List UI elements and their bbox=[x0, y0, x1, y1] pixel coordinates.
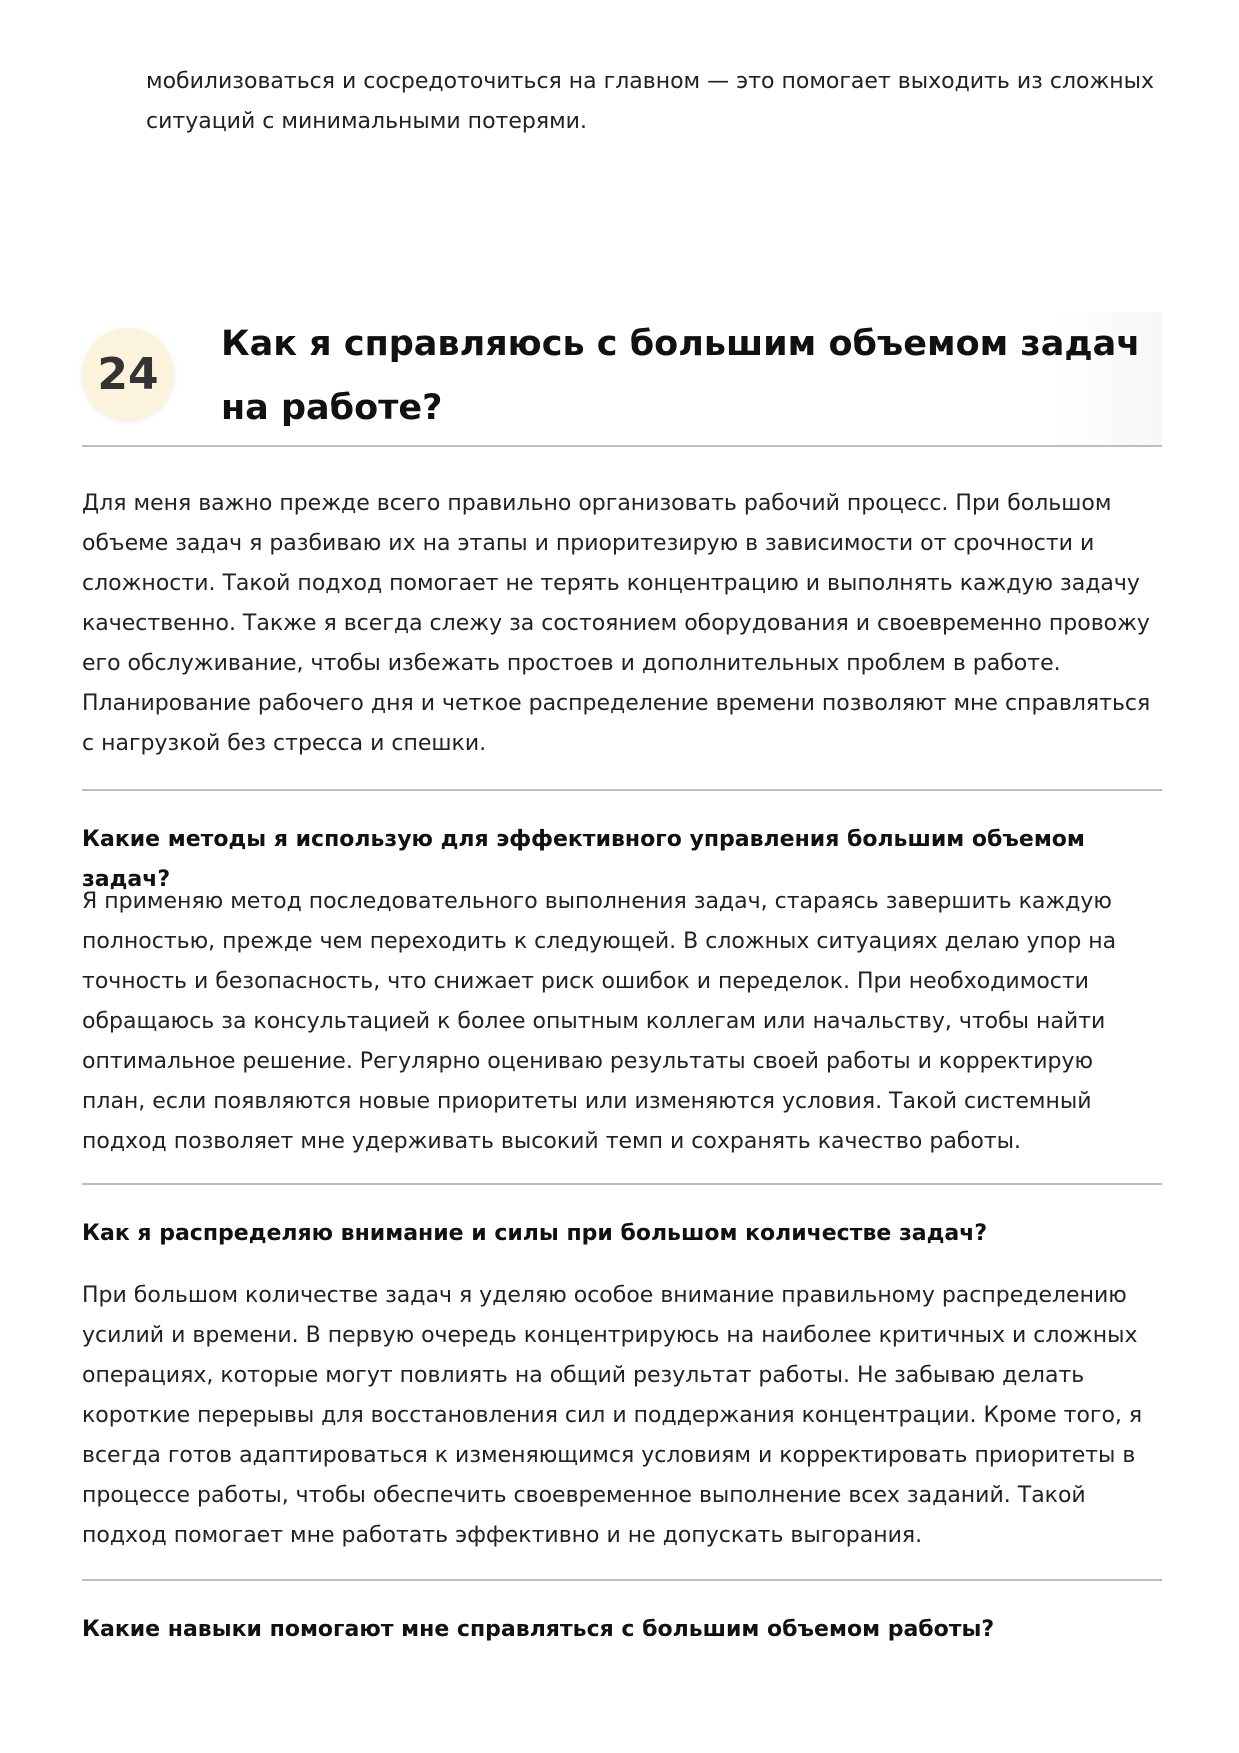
section-divider bbox=[82, 1183, 1162, 1185]
followup-question-2: Как я распределяю внимание и силы при большом количестве задач? bbox=[82, 1221, 988, 1246]
section-divider bbox=[82, 789, 1162, 791]
question-number-badge: 24 bbox=[82, 328, 174, 420]
intro-paragraph: мобилизоваться и сосредоточиться на главном — это помогает выходить из сложных ситуаций с минимальными потерями. bbox=[146, 69, 1155, 134]
followup-answer-2: При большом количестве задач я уделяю особое внимание правильному распределению усилий и времени. В первую очередь концентрируюсь на наиболее критичных и сложных операциях, которые могут повлиять на общий результат работы. Не забываю делать короткие перерывы для восстановления сил и поддержания концентрации. Кроме того, я всегда готов адаптироваться к изменяющимся условиям и корректировать приоритеты в процессе работы, чтобы обеспечить своевременное выполнение всех заданий. Такой подход помогает мне работать эффективно и не допускать выгорания. bbox=[82, 1283, 1143, 1548]
followup-question-1: Какие методы я использую для эффективного управления большим объемом задач? bbox=[82, 827, 1085, 892]
section-divider bbox=[82, 1579, 1162, 1581]
followup-question-3: Какие навыки помогают мне справляться с большим объемом работы? bbox=[82, 1617, 995, 1642]
question-header bbox=[82, 312, 1162, 447]
question-title: Как я справляюсь с большим объемом задач на работе? bbox=[221, 324, 1141, 428]
question-answer: Для меня важно прежде всего правильно организовать рабочий процесс. При большом объеме задач я разбиваю их на этапы и приоритезирую в зависимости от срочности и сложности. Такой подход помогает не терять концентрацию и выполнять каждую задачу качественно. Также я всегда слежу за состоянием оборудования и своевременно провожу его обслуживание, чтобы избежать простоев и дополнительных проблем в работе. Планирование рабочего дня и четкое распределение времени позволяют мне справляться с нагрузкой без стресса и спешки. bbox=[82, 491, 1151, 756]
followup-answer-1: Я применяю метод последовательного выполнения задач, стараясь завершить каждую полностью, прежде чем переходить к следующей. В сложных ситуациях делаю упор на точность и безопасность, что снижает риск ошибок и переделок. При необходимости обращаюсь за консультацией к более опытным коллегам или начальству, чтобы найти оптимальное решение. Регулярно оцениваю результаты своей работы и корректирую план, если появляются новые приоритеты или изменяются условия. Такой системный подход позволяет мне удерживать высокий темп и сохранять качество работы. bbox=[82, 889, 1117, 1154]
